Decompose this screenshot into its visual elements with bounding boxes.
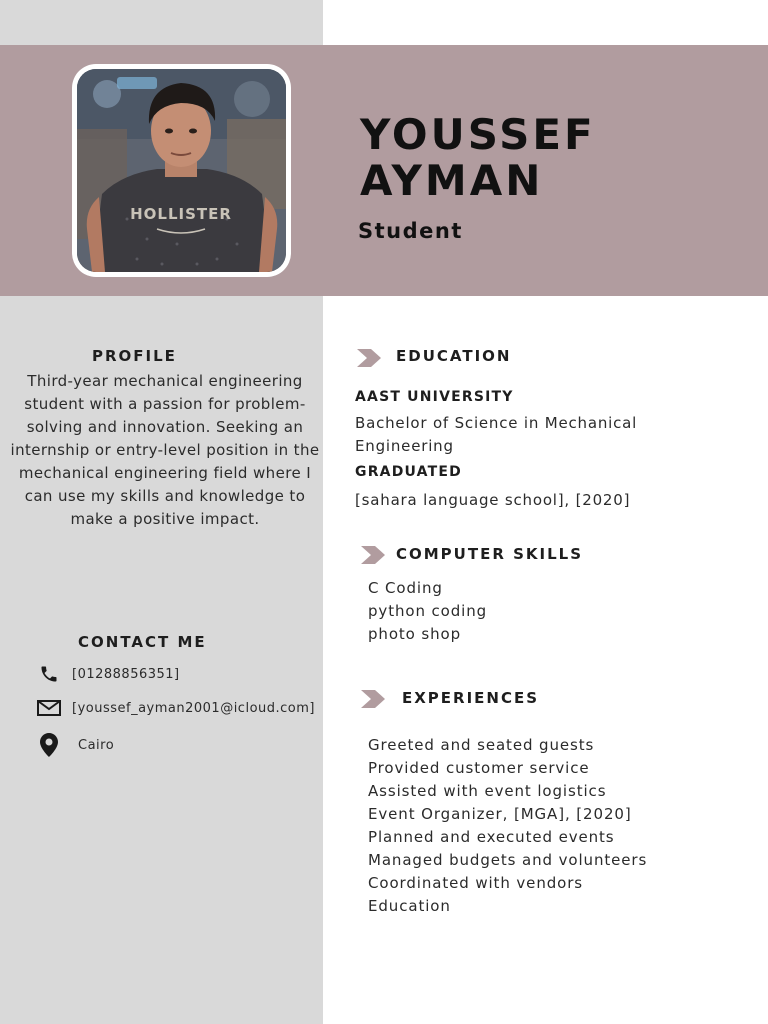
full-name: [360, 112, 740, 204]
education-heading: EDUCATION: [396, 347, 512, 365]
list-item: photo shop: [368, 625, 462, 643]
first-name: YOUSSEF: [360, 110, 596, 159]
list-item: Managed budgets and volunteers: [368, 851, 648, 869]
profile-photo-illustration: [77, 69, 286, 272]
list-item: Education: [368, 897, 451, 915]
contact-email: [youssef_ayman2001@icloud.com]: [72, 700, 315, 716]
experiences-list: [368, 734, 647, 918]
shirt-text: HOLLISTER: [130, 205, 232, 223]
contact-email-row: [36, 696, 315, 720]
list-item: C Coding: [368, 579, 443, 597]
profile-heading: PROFILE: [92, 347, 177, 365]
profile-photo: [77, 69, 286, 272]
list-item: Coordinated with vendors: [368, 874, 584, 892]
mail-icon: [36, 700, 62, 716]
contact-heading: CONTACT ME: [78, 633, 207, 651]
list-item: Planned and executed events: [368, 828, 615, 846]
contact-phone-row: [36, 662, 180, 686]
skills-heading: COMPUTER SKILLS: [396, 545, 584, 563]
contact-location-row: [36, 733, 114, 757]
job-role: Student: [358, 219, 463, 243]
contact-location: Cairo: [78, 737, 115, 753]
education-degree-line1: Bachelor of Science in Mechanical: [355, 414, 638, 432]
phone-icon: [36, 664, 62, 684]
list-item: Greeted and seated guests: [368, 736, 595, 754]
last-name: AYMAN: [360, 156, 544, 205]
education-graduated-label: GRADUATED: [355, 464, 462, 480]
list-item: Assisted with event logistics: [368, 782, 607, 800]
skills-arrow-icon: [361, 546, 385, 564]
profile-photo-frame: [72, 64, 291, 277]
contact-phone: [01288856351]: [72, 666, 180, 682]
skills-list: [368, 577, 487, 646]
list-item: python coding: [368, 602, 488, 620]
experiences-arrow-icon: [361, 690, 385, 708]
list-item: Provided customer service: [368, 759, 590, 777]
location-pin-icon: [36, 733, 62, 757]
education-university: AAST UNIVERSITY: [355, 389, 514, 405]
list-item: Event Organizer, [MGA], [2020]: [368, 805, 632, 823]
education-degree-line2: Engineering: [355, 437, 454, 455]
experiences-heading: EXPERIENCES: [402, 689, 540, 707]
profile-text: Third-year mechanical engineering student with a passion for problem-solving and innovation. Seeking an internship or entry-level position in the mechanical engineering field where I can use my skills and knowledge to make a positive impact.: [10, 372, 320, 528]
education-school: [sahara language school], [2020]: [355, 491, 631, 509]
education-arrow-icon: [357, 349, 381, 367]
